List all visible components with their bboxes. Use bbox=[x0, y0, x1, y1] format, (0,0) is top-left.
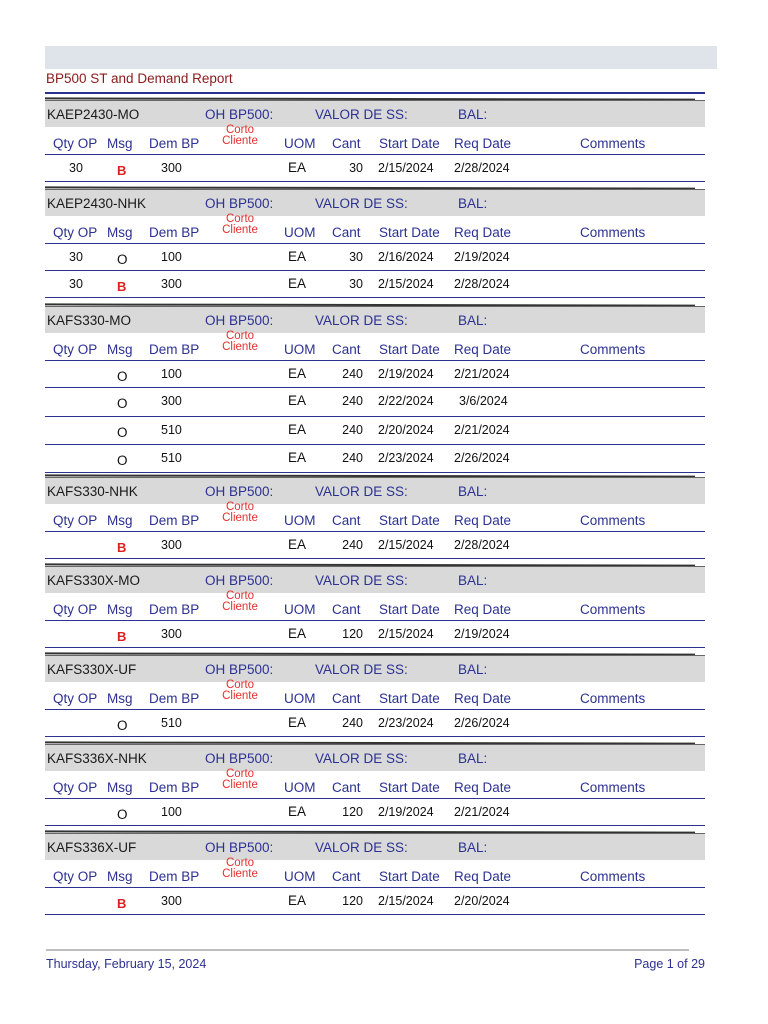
table-row bbox=[45, 621, 705, 648]
col-dem-bp: Dem BP bbox=[149, 136, 200, 151]
col-start-date: Start Date bbox=[379, 869, 440, 884]
column-header-row bbox=[45, 213, 705, 244]
col-uom: UOM bbox=[284, 780, 316, 795]
col-qty-op: Qty OP bbox=[53, 602, 98, 617]
cell-msg: O bbox=[117, 252, 128, 267]
col-corto-line1: Corto bbox=[225, 679, 255, 691]
col-qty-op: Qty OP bbox=[53, 513, 98, 528]
table-row bbox=[45, 445, 705, 473]
valor-ss-label: VALOR DE SS: bbox=[315, 573, 408, 588]
group-divider-thin bbox=[45, 744, 705, 745]
cell-qty-op: 30 bbox=[69, 250, 83, 264]
oh-label: OH BP500: bbox=[205, 662, 274, 677]
cell-dem-bp: 510 bbox=[161, 451, 182, 465]
cell-req-date: 2/21/2024 bbox=[454, 367, 510, 381]
cell-dem-bp: 300 bbox=[161, 538, 182, 552]
oh-label: OH BP500: bbox=[205, 484, 274, 499]
bal-label: BAL: bbox=[458, 751, 488, 766]
bal-label: BAL: bbox=[458, 840, 488, 855]
group-divider-thin bbox=[45, 306, 705, 307]
col-msg: Msg bbox=[107, 136, 133, 151]
group-divider-thin bbox=[45, 566, 705, 567]
cell-cant: 30 bbox=[349, 277, 363, 291]
cell-uom: EA bbox=[288, 249, 307, 264]
oh-label: OH BP500: bbox=[205, 107, 274, 122]
col-qty-op: Qty OP bbox=[53, 342, 98, 357]
col-start-date: Start Date bbox=[379, 602, 440, 617]
item-code: KAFS330-NHK bbox=[47, 484, 138, 499]
bal-label: BAL: bbox=[458, 573, 488, 588]
col-corto-line2: Cliente bbox=[222, 690, 258, 702]
cell-req-date: 2/28/2024 bbox=[454, 538, 510, 552]
col-qty-op: Qty OP bbox=[53, 869, 98, 884]
valor-ss-label: VALOR DE SS: bbox=[315, 313, 408, 328]
cell-dem-bp: 300 bbox=[161, 627, 182, 641]
col-qty-op: Qty OP bbox=[53, 136, 98, 151]
table-row bbox=[45, 155, 705, 182]
table-row bbox=[45, 710, 705, 737]
col-comments: Comments bbox=[580, 602, 646, 617]
col-msg: Msg bbox=[107, 602, 133, 617]
cell-dem-bp: 300 bbox=[161, 277, 182, 291]
col-comments: Comments bbox=[580, 136, 646, 151]
col-corto-cliente bbox=[215, 502, 265, 524]
column-header-row bbox=[45, 768, 705, 799]
col-cant: Cant bbox=[332, 225, 361, 240]
top-banner bbox=[45, 46, 717, 69]
col-qty-op: Qty OP bbox=[53, 225, 98, 240]
col-corto-cliente bbox=[215, 591, 265, 613]
col-comments: Comments bbox=[580, 869, 646, 884]
cell-uom: EA bbox=[288, 276, 307, 291]
cell-msg: B bbox=[117, 540, 127, 555]
col-corto-line2: Cliente bbox=[222, 135, 258, 147]
col-corto-line1: Corto bbox=[225, 768, 255, 780]
cell-dem-bp: 100 bbox=[161, 367, 182, 381]
group-header bbox=[45, 190, 705, 216]
item-code: KAFS336X-UF bbox=[47, 840, 137, 855]
col-start-date: Start Date bbox=[379, 691, 440, 706]
column-header-row bbox=[45, 124, 705, 155]
group-divider-thin bbox=[45, 655, 705, 656]
cell-req-date: 3/6/2024 bbox=[459, 394, 508, 408]
cell-start-date: 2/19/2024 bbox=[378, 367, 434, 381]
title-divider bbox=[45, 92, 705, 94]
col-uom: UOM bbox=[284, 602, 316, 617]
item-group bbox=[45, 101, 705, 182]
column-header-row bbox=[45, 330, 705, 361]
col-uom: UOM bbox=[284, 136, 316, 151]
item-group bbox=[45, 567, 705, 648]
cell-start-date: 2/23/2024 bbox=[378, 716, 434, 730]
cell-msg: O bbox=[117, 718, 128, 733]
footer-divider bbox=[46, 949, 689, 951]
cell-start-date: 2/15/2024 bbox=[378, 627, 434, 641]
cell-uom: EA bbox=[288, 393, 307, 408]
bal-label: BAL: bbox=[458, 484, 488, 499]
cell-req-date: 2/26/2024 bbox=[454, 716, 510, 730]
group-header bbox=[45, 745, 705, 771]
cell-uom: EA bbox=[288, 626, 307, 641]
cell-uom: EA bbox=[288, 450, 307, 465]
cell-start-date: 2/15/2024 bbox=[378, 894, 434, 908]
col-corto-line1: Corto bbox=[225, 330, 255, 342]
bal-label: BAL: bbox=[458, 662, 488, 677]
bal-label: BAL: bbox=[458, 313, 488, 328]
table-row bbox=[45, 888, 705, 915]
cell-dem-bp: 100 bbox=[161, 250, 182, 264]
item-code: KAFS330X-MO bbox=[47, 573, 141, 588]
col-msg: Msg bbox=[107, 869, 133, 884]
footer-date: Thursday, February 15, 2024 bbox=[46, 957, 207, 971]
col-qty-op: Qty OP bbox=[53, 780, 98, 795]
col-corto-line2: Cliente bbox=[222, 512, 258, 524]
cell-dem-bp: 100 bbox=[161, 805, 182, 819]
item-group bbox=[45, 478, 705, 559]
cell-cant: 240 bbox=[342, 423, 363, 437]
col-dem-bp: Dem BP bbox=[149, 780, 200, 795]
cell-uom: EA bbox=[288, 366, 307, 381]
item-code: KAEP2430-NHK bbox=[47, 196, 147, 211]
col-msg: Msg bbox=[107, 225, 133, 240]
col-corto-cliente bbox=[215, 214, 265, 236]
col-dem-bp: Dem BP bbox=[149, 869, 200, 884]
cell-req-date: 2/26/2024 bbox=[454, 451, 510, 465]
cell-uom: EA bbox=[288, 160, 307, 175]
col-uom: UOM bbox=[284, 342, 316, 357]
col-comments: Comments bbox=[580, 342, 646, 357]
group-header bbox=[45, 834, 705, 860]
cell-uom: EA bbox=[288, 715, 307, 730]
col-corto-line1: Corto bbox=[225, 590, 255, 602]
footer-page-number: Page 1 of 29 bbox=[634, 957, 705, 971]
col-start-date: Start Date bbox=[379, 342, 440, 357]
cell-start-date: 2/22/2024 bbox=[378, 394, 434, 408]
cell-qty-op: 30 bbox=[69, 277, 83, 291]
table-row bbox=[45, 799, 705, 826]
cell-msg: B bbox=[117, 629, 127, 644]
cell-start-date: 2/16/2024 bbox=[378, 250, 434, 264]
col-uom: UOM bbox=[284, 513, 316, 528]
item-code: KAFS330-MO bbox=[47, 313, 132, 328]
cell-cant: 120 bbox=[342, 627, 363, 641]
col-corto-line2: Cliente bbox=[222, 779, 258, 791]
item-group bbox=[45, 656, 705, 737]
col-msg: Msg bbox=[107, 780, 133, 795]
oh-label: OH BP500: bbox=[205, 196, 274, 211]
bal-label: BAL: bbox=[458, 107, 488, 122]
col-corto-cliente bbox=[215, 331, 265, 353]
valor-ss-label: VALOR DE SS: bbox=[315, 751, 408, 766]
valor-ss-label: VALOR DE SS: bbox=[315, 840, 408, 855]
group-header bbox=[45, 478, 705, 504]
col-corto-cliente bbox=[215, 858, 265, 880]
col-corto-line2: Cliente bbox=[222, 868, 258, 880]
col-corto-line2: Cliente bbox=[222, 601, 258, 613]
column-header-row bbox=[45, 501, 705, 532]
cell-dem-bp: 300 bbox=[161, 394, 182, 408]
cell-msg: B bbox=[117, 279, 127, 294]
item-code: KAFS336X-NHK bbox=[47, 751, 147, 766]
col-req-date: Req Date bbox=[454, 225, 512, 240]
col-corto-line1: Corto bbox=[225, 124, 255, 136]
col-msg: Msg bbox=[107, 342, 133, 357]
col-comments: Comments bbox=[580, 225, 646, 240]
cell-req-date: 2/28/2024 bbox=[454, 161, 510, 175]
cell-uom: EA bbox=[288, 893, 307, 908]
cell-dem-bp: 510 bbox=[161, 423, 182, 437]
col-start-date: Start Date bbox=[379, 225, 440, 240]
cell-msg: B bbox=[117, 163, 127, 178]
cell-start-date: 2/23/2024 bbox=[378, 451, 434, 465]
col-req-date: Req Date bbox=[454, 869, 512, 884]
col-qty-op: Qty OP bbox=[53, 691, 98, 706]
col-uom: UOM bbox=[284, 225, 316, 240]
item-group bbox=[45, 834, 705, 915]
cell-start-date: 2/15/2024 bbox=[378, 161, 434, 175]
col-dem-bp: Dem BP bbox=[149, 602, 200, 617]
cell-msg: O bbox=[117, 807, 128, 822]
cell-cant: 240 bbox=[342, 367, 363, 381]
cell-dem-bp: 300 bbox=[161, 894, 182, 908]
valor-ss-label: VALOR DE SS: bbox=[315, 196, 408, 211]
cell-cant: 240 bbox=[342, 451, 363, 465]
table-row bbox=[45, 417, 705, 445]
col-msg: Msg bbox=[107, 513, 133, 528]
col-uom: UOM bbox=[284, 691, 316, 706]
col-corto-line1: Corto bbox=[225, 213, 255, 225]
group-header bbox=[45, 101, 705, 127]
cell-qty-op: 30 bbox=[69, 161, 83, 175]
col-start-date: Start Date bbox=[379, 136, 440, 151]
group-divider-thin bbox=[45, 100, 705, 101]
item-group bbox=[45, 745, 705, 826]
col-req-date: Req Date bbox=[454, 691, 512, 706]
cell-req-date: 2/19/2024 bbox=[454, 250, 510, 264]
col-dem-bp: Dem BP bbox=[149, 342, 200, 357]
col-start-date: Start Date bbox=[379, 513, 440, 528]
col-req-date: Req Date bbox=[454, 780, 512, 795]
column-header-row bbox=[45, 590, 705, 621]
col-cant: Cant bbox=[332, 602, 361, 617]
group-divider-thin bbox=[45, 189, 705, 190]
cell-dem-bp: 510 bbox=[161, 716, 182, 730]
col-uom: UOM bbox=[284, 869, 316, 884]
col-comments: Comments bbox=[580, 513, 646, 528]
cell-req-date: 2/21/2024 bbox=[454, 805, 510, 819]
col-cant: Cant bbox=[332, 691, 361, 706]
col-comments: Comments bbox=[580, 691, 646, 706]
col-corto-line2: Cliente bbox=[222, 224, 258, 236]
cell-cant: 120 bbox=[342, 805, 363, 819]
col-corto-line1: Corto bbox=[225, 501, 255, 513]
group-header bbox=[45, 567, 705, 593]
col-cant: Cant bbox=[332, 342, 361, 357]
col-req-date: Req Date bbox=[454, 342, 512, 357]
col-dem-bp: Dem BP bbox=[149, 225, 200, 240]
group-divider-thin bbox=[45, 477, 705, 478]
col-cant: Cant bbox=[332, 136, 361, 151]
item-group bbox=[45, 190, 705, 298]
col-req-date: Req Date bbox=[454, 136, 512, 151]
item-code: KAEP2430-MO bbox=[47, 107, 140, 122]
cell-req-date: 2/28/2024 bbox=[454, 277, 510, 291]
col-start-date: Start Date bbox=[379, 780, 440, 795]
cell-dem-bp: 300 bbox=[161, 161, 182, 175]
group-header bbox=[45, 307, 705, 333]
item-code: KAFS330X-UF bbox=[47, 662, 137, 677]
col-corto-line1: Corto bbox=[225, 857, 255, 869]
cell-req-date: 2/19/2024 bbox=[454, 627, 510, 641]
bal-label: BAL: bbox=[458, 196, 488, 211]
cell-start-date: 2/15/2024 bbox=[378, 538, 434, 552]
col-cant: Cant bbox=[332, 780, 361, 795]
cell-uom: EA bbox=[288, 422, 307, 437]
col-corto-line2: Cliente bbox=[222, 341, 258, 353]
oh-label: OH BP500: bbox=[205, 751, 274, 766]
cell-cant: 240 bbox=[342, 394, 363, 408]
item-group bbox=[45, 307, 705, 473]
column-header-row bbox=[45, 679, 705, 710]
col-corto-cliente bbox=[215, 769, 265, 791]
col-corto-cliente bbox=[215, 680, 265, 702]
cell-start-date: 2/15/2024 bbox=[378, 277, 434, 291]
col-req-date: Req Date bbox=[454, 513, 512, 528]
col-cant: Cant bbox=[332, 869, 361, 884]
cell-msg: O bbox=[117, 369, 128, 384]
cell-cant: 240 bbox=[342, 538, 363, 552]
cell-cant: 240 bbox=[342, 716, 363, 730]
col-corto-cliente bbox=[215, 125, 265, 147]
table-row bbox=[45, 361, 705, 388]
col-req-date: Req Date bbox=[454, 602, 512, 617]
valor-ss-label: VALOR DE SS: bbox=[315, 484, 408, 499]
oh-label: OH BP500: bbox=[205, 573, 274, 588]
col-comments: Comments bbox=[580, 780, 646, 795]
group-divider-thin bbox=[45, 833, 705, 834]
cell-msg: B bbox=[117, 896, 127, 911]
col-dem-bp: Dem BP bbox=[149, 513, 200, 528]
valor-ss-label: VALOR DE SS: bbox=[315, 662, 408, 677]
oh-label: OH BP500: bbox=[205, 840, 274, 855]
cell-uom: EA bbox=[288, 537, 307, 552]
column-header-row bbox=[45, 857, 705, 888]
cell-msg: O bbox=[117, 396, 128, 411]
group-header bbox=[45, 656, 705, 682]
cell-req-date: 2/21/2024 bbox=[454, 423, 510, 437]
cell-cant: 120 bbox=[342, 894, 363, 908]
report-title: BP500 ST and Demand Report bbox=[46, 71, 233, 86]
oh-label: OH BP500: bbox=[205, 313, 274, 328]
cell-cant: 30 bbox=[349, 250, 363, 264]
table-row bbox=[45, 244, 705, 271]
table-row bbox=[45, 532, 705, 559]
col-cant: Cant bbox=[332, 513, 361, 528]
cell-req-date: 2/20/2024 bbox=[454, 894, 510, 908]
table-row bbox=[45, 388, 705, 417]
col-dem-bp: Dem BP bbox=[149, 691, 200, 706]
col-msg: Msg bbox=[107, 691, 133, 706]
valor-ss-label: VALOR DE SS: bbox=[315, 107, 408, 122]
cell-start-date: 2/20/2024 bbox=[378, 423, 434, 437]
cell-msg: O bbox=[117, 425, 128, 440]
cell-cant: 30 bbox=[349, 161, 363, 175]
cell-uom: EA bbox=[288, 804, 307, 819]
cell-start-date: 2/19/2024 bbox=[378, 805, 434, 819]
cell-msg: O bbox=[117, 453, 128, 468]
table-row bbox=[45, 271, 705, 298]
